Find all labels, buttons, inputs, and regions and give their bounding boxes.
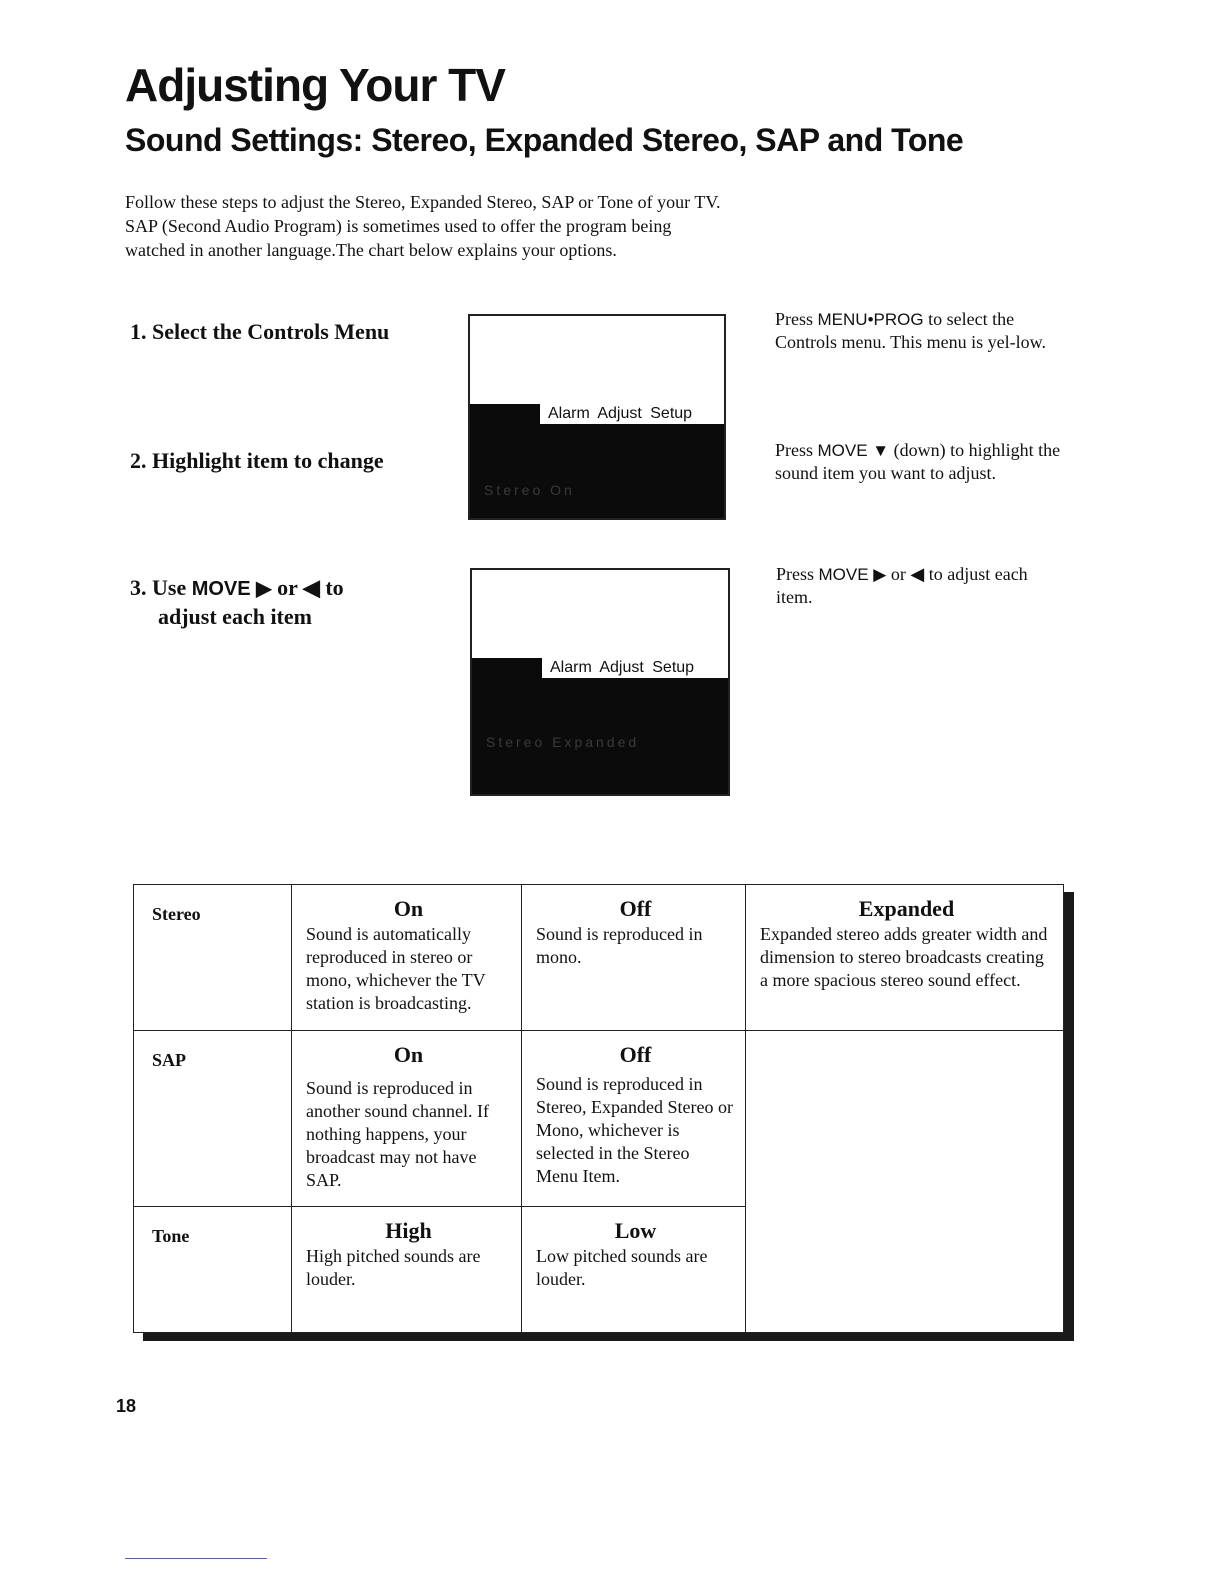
option-cell [522, 885, 746, 1031]
row-label-stereo: Stereo [134, 885, 292, 1031]
tv-menu-screen-adjust [470, 568, 730, 796]
step-label-line2: adjust each item [158, 604, 312, 629]
option-name: On [393, 896, 424, 921]
row-label-tone: Tone [134, 1207, 292, 1333]
step-label: Highlight item to change [152, 448, 384, 473]
key-label: MOVE ▶ [818, 565, 887, 584]
page-title: Adjusting Your TV [125, 59, 505, 111]
page-number: 18 [116, 1396, 137, 1416]
step-1-title [130, 318, 389, 346]
menu-item: Stereo On [484, 482, 575, 498]
step-label: Select the Controls Menu [152, 319, 390, 344]
option-name: Expanded [858, 896, 955, 921]
table-row [134, 1031, 1064, 1207]
option-cell [746, 885, 1064, 1031]
option-description: Sound is automatically reproduced in stereo or mono, whichever the TV station is broadcasting. [306, 924, 486, 1013]
sound-options-table [133, 884, 1064, 1333]
key-label: MENU•PROG [817, 310, 924, 329]
option-cell [522, 1031, 746, 1207]
tv-menu-screen [468, 314, 726, 520]
section-subtitle: Sound Settings: Stereo, Expanded Stereo, SAP and Tone [125, 122, 964, 158]
menu-bar: Alarm Adjust Setup [550, 658, 694, 680]
footer-rule [125, 1558, 267, 1559]
key-label: MOVE ▶ [191, 578, 272, 600]
option-cell [292, 885, 522, 1031]
menu-item: Stereo Expanded [486, 734, 640, 750]
option-name: On [393, 1042, 424, 1067]
option-description: Low pitched sounds are louder. [536, 1246, 708, 1289]
table-row [134, 885, 1064, 1031]
step-number: 1. [130, 319, 147, 344]
step-number: 2. [130, 448, 147, 473]
key-label: MOVE ▼ [817, 441, 890, 460]
step-3-description: Press MOVE ▶ or ◀ to adjust each item. [776, 564, 1028, 607]
option-cell [292, 1207, 522, 1333]
option-cell [292, 1031, 522, 1207]
step-3-title: 3. Use MOVE ▶ or ◀ to adjust each item [130, 575, 344, 629]
option-cell [522, 1207, 746, 1333]
step-2-description: Press MOVE ▼ (down) to highlight the sound item you want to adjust. [775, 440, 1061, 483]
option-description: Sound is reproduced in another sound channel. If nothing happens, your broadcast may not have SAP. [306, 1078, 489, 1190]
empty-cell [746, 1031, 1064, 1333]
step-2-title [130, 447, 384, 475]
option-name: Low [614, 1218, 657, 1243]
option-description: Expanded stereo adds greater width and dimension to stereo broadcasts creating a more spacious stereo sound effect. [760, 924, 1048, 990]
menu-tab-highlight [472, 658, 542, 678]
option-name: Off [619, 896, 652, 921]
option-name: Off [619, 1042, 652, 1067]
option-description: Sound is reproduced in Stereo, Expanded Stereo or Mono, whichever is selected in the Stereo Menu Item. [536, 1074, 733, 1186]
menu-bar: Alarm Adjust Setup [548, 404, 692, 426]
option-description: Sound is reproduced in mono. [536, 924, 703, 967]
row-label-sap: SAP [134, 1031, 292, 1207]
option-name: High [385, 1218, 432, 1243]
intro-paragraph: Follow these steps to adjust the Stereo, Expanded Stereo, SAP or Tone of your TV. SAP (Second Audio Program) is sometimes used to offer the program being watched in another language.The chart below explains your options. [125, 192, 721, 260]
step-number: 3. [130, 575, 147, 600]
menu-tab-highlight [470, 404, 540, 424]
menu-panel [472, 678, 728, 794]
option-description: High pitched sounds are louder. [306, 1246, 481, 1289]
menu-panel [470, 424, 724, 518]
step-1-description: Press MENU•PROG to select the Controls menu. This menu is yel-low. [775, 309, 1046, 352]
